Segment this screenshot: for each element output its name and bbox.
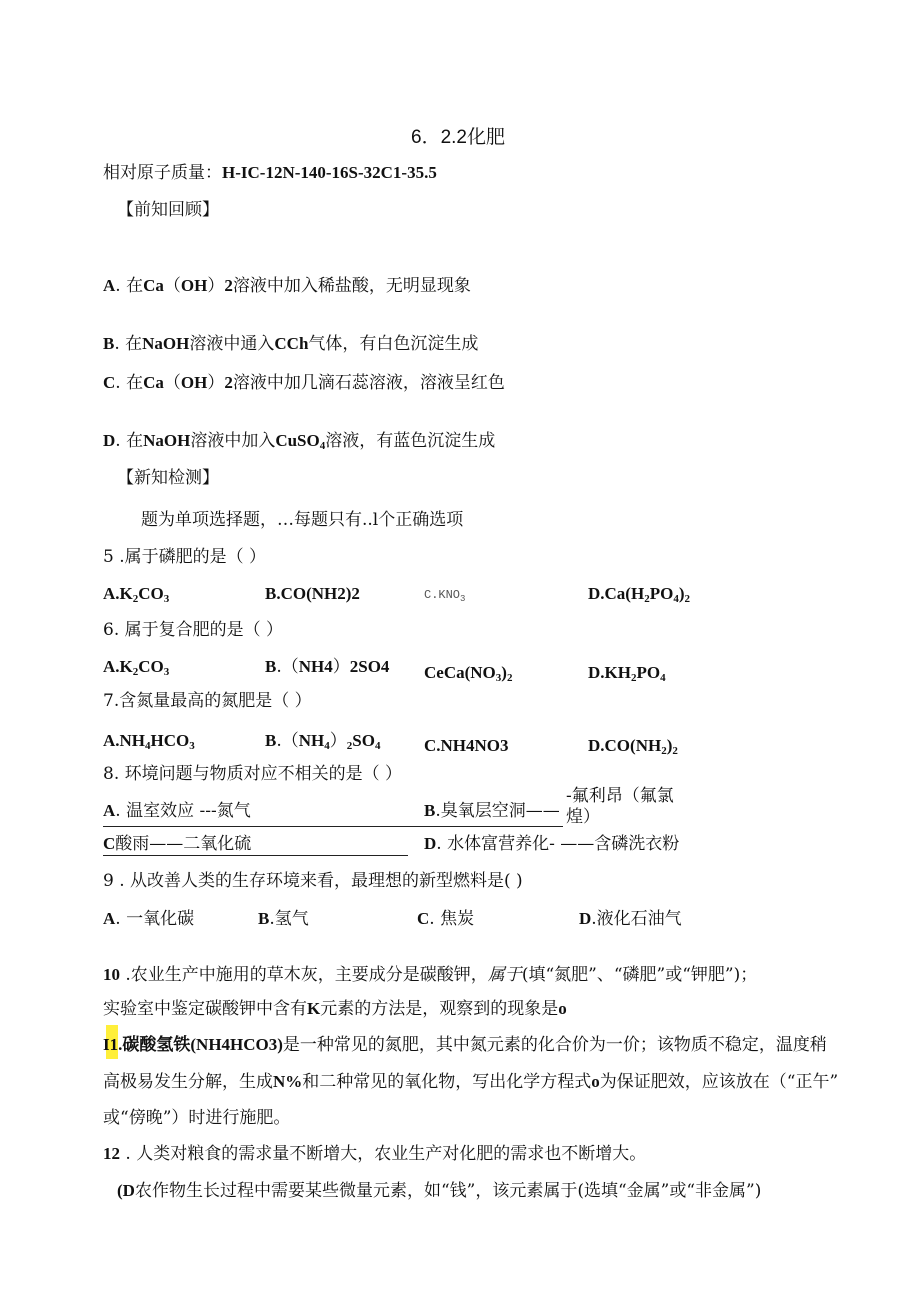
q6-option-c: $CeCa(NO_3)_2$ — [424, 663, 513, 684]
q11-line-2: 高极易发生分解，生成N%和二种常见的氧化物，写出化学方程式o为保证肥效，应该放在（“正午” — [103, 1072, 839, 1092]
q8-stem: 8. 环境问题与物质对应不相关的是（ ） — [103, 764, 403, 784]
review-option-b: B. 在NaOH溶液中通入CCh气体，有白色沉淀生成 — [103, 334, 479, 354]
q12-line-1: 12 . 人类对粮食的需求量不断增大，农业生产对化肥的需求也不断增大。 — [103, 1144, 647, 1164]
q7-option-c: C.NH4NO3 — [424, 736, 509, 755]
q8-option-a: A. 温室效应 ---氮气 — [103, 801, 251, 821]
q11-line-3: 或“傍晚”）时进行施肥。 — [103, 1108, 291, 1128]
instruction-text: 题为单项选择题，…每题只有..l个正确选项 — [141, 510, 464, 530]
q5-stem: 5 .属于磷肥的是（ ） — [103, 547, 267, 567]
q5-option-a: $A.K_2CO_3$ — [103, 584, 170, 605]
q7-option-b: $B.(NH_4)_2SO_4$ — [265, 731, 381, 752]
atomic-mass-line — [103, 162, 437, 184]
q5-option-b: B.CO(NH2)2 — [265, 584, 360, 603]
table-divider-bottom — [103, 855, 408, 856]
q5-option-d: $D.Ca(H_2PO_4)_2$ — [588, 584, 690, 605]
page-title: 6．2.2化肥 — [411, 127, 505, 148]
q6-option-d: $D.KH_2PO_4$ — [588, 663, 666, 684]
section-review-heading: 【前知回顾】 — [117, 200, 219, 220]
q7-option-d: $D.CO(NH_2)_2$ — [588, 736, 678, 757]
q7-stem: 7.含氮量最高的氮肥是（ ） — [103, 691, 312, 711]
q9-option-c: C. 焦炭 — [417, 909, 475, 929]
q8-option-c: C酸雨——二氧化硫 — [103, 834, 252, 854]
review-option-a: A. 在Ca（OH）2溶液中加入稀盐酸，无明显现象 — [103, 276, 471, 296]
q6-option-a: $A.K_2CO_3$ — [103, 657, 170, 678]
q10-line-2: 实验室中鉴定碳酸钾中含有K元素的方法是，观察到的现象是o — [103, 999, 567, 1019]
q8-option-d: D. 水体富营养化- ——含磷洗衣粉 — [424, 834, 680, 854]
q9-option-d: D.液化石油气 — [579, 909, 682, 929]
review-option-d: D. 在NaOH溶液中加入CuSO$_4$溶液，有蓝色沉淀生成 — [103, 431, 496, 452]
q9-stem: 9 . 从改善人类的生存环境来看，最理想的新型燃料是( ) — [103, 871, 523, 891]
q6-option-b: B.（NH4）2SO4 — [265, 657, 390, 677]
q10-line-1: 10 .农业生产中施用的草木灰，主要成分是碳酸钾，属于(填“氮肥”、“磷肥”或“钾肥”)； — [103, 965, 758, 985]
q5-option-c: $C.KNO_3$ — [424, 588, 466, 604]
q8-option-b: B.臭氧层空洞—— — [424, 801, 560, 821]
q7-option-a: $A.NH_4HCO_3$ — [103, 731, 195, 752]
atomic-mass-values: H-IC-12N-140-16S-32C1-35.5 — [222, 163, 437, 182]
q8-option-b-cont: -氟利昂（氟氯 — [566, 786, 674, 806]
q8-option-b-cont2: 煌） — [566, 807, 600, 827]
q6-stem: 6. 属于复合肥的是（ ） — [103, 620, 284, 640]
q9-option-b: B.氢气 — [258, 909, 309, 929]
section-new-heading: 【新知检测】 — [117, 468, 219, 488]
q11-line-1: I1.碳酸氢铁(NH4HCO3)是一种常见的氮肥，其中氮元素的化合价为一价；该物质不稳定，温度稍 — [103, 1035, 827, 1055]
q9-option-a: A. 一氧化碳 — [103, 909, 195, 929]
review-option-c: C. 在Ca（OH）2溶液中加几滴石蕊溶液，溶液呈红色 — [103, 373, 505, 393]
q12-line-2: (D农作物生长过程中需要某些微量元素，如“钱”，该元素属于(选填“金属”或“非金属”) — [117, 1181, 762, 1201]
table-divider — [103, 826, 563, 827]
atomic-mass-label: 相对原子质量： — [103, 163, 222, 183]
